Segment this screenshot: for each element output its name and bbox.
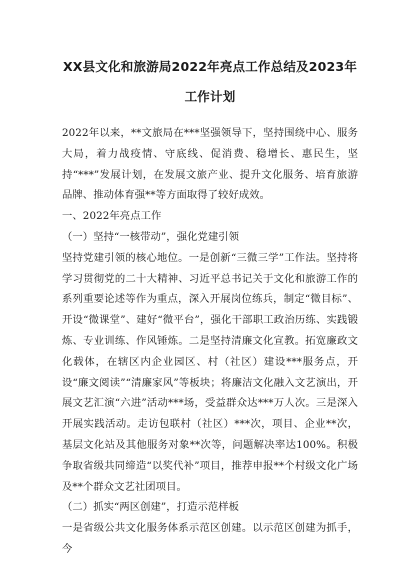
title-line-1: XX县文化和旅游局2022年亮点工作总结及2023年 [62,59,358,74]
section-heading-1: 一、2022年亮点工作 [62,210,162,223]
document-title [62,55,358,109]
subsection-heading-1: （一）坚持“一核带动”，强化党建引领 [62,230,240,243]
subsection-1-paragraph: 坚持党建引领的核心地位。一是创新“三微三学”工作法。坚持将学习贯彻党的二十大精神、习近平总书记关于文化和旅游工作的系列重要论述等作为重点，深入开展岗位练兵，制定“微目标”、开设“微课堂”、建好“微平台”，强化干部职工政治历练、实践锻炼、专业训练、作风锤炼。二是坚持清廉文化宣教。拓宽廉政文化载体，在辖区内企业园区、村（社区）建设***服务点，开设“廉文阅读”“清廉家风”等板块；将廉洁文化融入文艺演出，开展文艺汇演“六进”活动***场，受益群众达***万人次。三是深入开展实践活动。走访包联村（社区）***次，项目、企业**次，基层文化站及其他服务对象**次等，问题解决率达100%。积极争取省级共同缔造“以奖代补”项目，推荐申报**个村级文化广场及**个群众文艺社团项目。 [62,251,358,493]
subsection-heading-2: （二）抓实“两区创建”，打造示范样板 [62,501,240,514]
intro-paragraph: 2022年以来，**文旅局在***坚强领导下，坚持围绕中心、服务大局，着力战疫情、守底线、促消费、稳增长、惠民生，坚持“***”发展计划，在发展文旅产业、提升文化服务、培育旅游品牌、推动体育强**等方面取得了较好成效。 [62,127,358,202]
document-body [62,123,358,560]
title-line-2: 工作计划 [184,89,236,104]
subsection-2-paragraph: 一是省级公共文化服务体系示范区创建。以示范区创建为抓手，今 [62,522,358,555]
